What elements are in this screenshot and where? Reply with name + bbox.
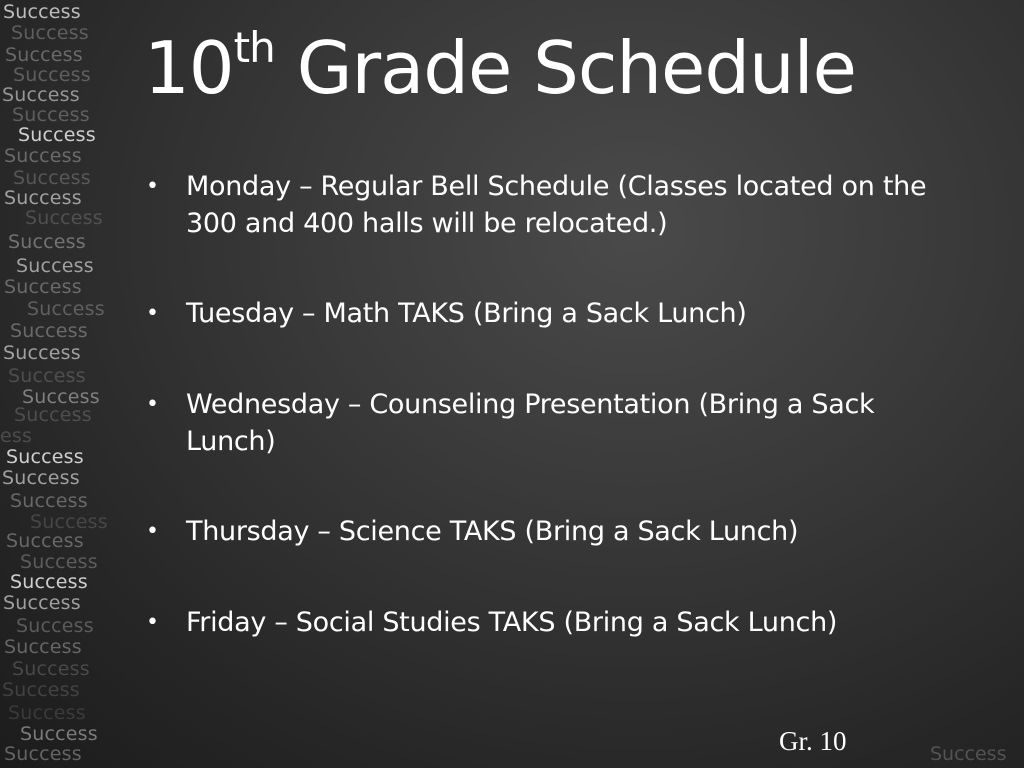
watermark-text: Success: [2, 84, 80, 106]
watermark-text: Success: [8, 365, 86, 387]
schedule-item-monday: [146, 168, 966, 242]
schedule-item-friday: [146, 604, 966, 641]
schedule-item-text: Friday – Social Studies TAKS (Bring a Sack Lunch): [186, 607, 838, 638]
watermark-corner-text: Success: [930, 743, 1007, 765]
watermark-text: Success: [3, 1, 81, 23]
watermark-text: Success: [2, 467, 80, 489]
watermark-text: Success: [13, 64, 91, 86]
schedule-item-thursday: [146, 513, 966, 550]
watermark-text: Success: [16, 255, 94, 277]
watermark-text: Success: [25, 207, 103, 229]
watermark-text: Success: [10, 320, 88, 342]
schedule-item-tuesday: [146, 295, 966, 332]
watermark-text: Success: [11, 22, 89, 44]
watermark-text: Success: [4, 187, 82, 209]
bullet-dot: •: [146, 301, 159, 326]
watermark-text: Success: [14, 404, 92, 426]
watermark-text: Success: [6, 446, 84, 468]
watermark-text: Success: [4, 276, 82, 298]
watermark-text: Success: [20, 723, 98, 745]
title-number: 10: [144, 26, 234, 110]
watermark-text: Success: [5, 44, 83, 66]
watermark-text: Success: [8, 702, 86, 724]
bullet-dot: •: [146, 610, 159, 635]
watermark-text: Success: [4, 636, 82, 658]
watermark-text: Success: [8, 231, 86, 253]
watermark-text: Success: [30, 511, 108, 533]
watermark-text: Success: [18, 124, 96, 146]
schedule-list: [146, 168, 966, 641]
watermark-text: Success: [4, 145, 82, 167]
watermark-text: Success: [3, 342, 81, 364]
watermark-text: Success: [2, 679, 80, 701]
success-watermark-column: [0, 0, 130, 768]
watermark-text: Success: [10, 571, 88, 593]
schedule-item-text: Thursday – Science TAKS (Bring a Sack Lunch): [186, 516, 799, 547]
watermark-text: Success: [3, 592, 81, 614]
slide-title: [144, 22, 856, 114]
schedule-item-wednesday: [146, 386, 966, 460]
title-text: Grade Schedule: [296, 26, 856, 110]
watermark-text: Success: [13, 167, 91, 189]
watermark-text: Success: [12, 104, 90, 126]
schedule-item-text: Tuesday – Math TAKS (Bring a Sack Lunch): [186, 298, 747, 329]
bullet-dot: •: [146, 392, 159, 417]
slide-footer: Gr. 10: [779, 726, 847, 756]
watermark-text: ess: [0, 425, 33, 447]
schedule-item-text: Wednesday – Counseling Presentation (Bring a Sack Lunch): [186, 389, 875, 457]
schedule-item-text: Monday – Regular Bell Schedule (Classes located on the 300 and 400 halls will be relocated.): [186, 171, 927, 239]
watermark-text: Success: [22, 386, 100, 408]
watermark-text: Success: [27, 298, 105, 320]
watermark-text: Success: [20, 551, 98, 573]
watermark-text: Success: [10, 490, 88, 512]
watermark-text: Success: [16, 615, 94, 637]
bullet-dot: •: [146, 174, 159, 199]
watermark-text: Success: [6, 530, 84, 552]
title-superscript: th: [233, 23, 275, 72]
watermark-text: Success: [4, 743, 82, 765]
watermark-text: Success: [12, 658, 90, 680]
bullet-dot: •: [146, 519, 159, 544]
